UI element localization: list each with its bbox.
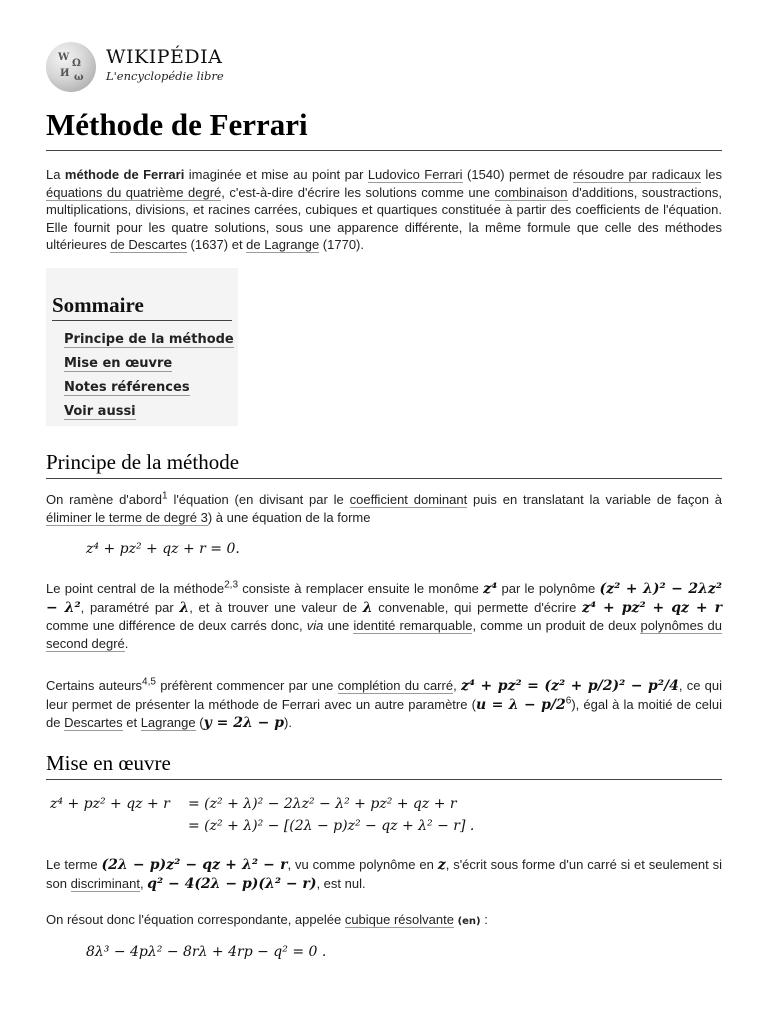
reference-1[interactable]: 1 — [162, 490, 168, 502]
principe-paragraph-1: On ramène d'abord$^1$ l'équation (en divisant par le coefficient dominant puis en translatant la variable de façon à éliminer le terme de degré 3) à une équation de la forme — [46, 490, 722, 525]
toc-item-voir-aussi[interactable]: Voir aussi — [64, 404, 136, 419]
equation-line-2-right: = (z² + λ)² − [(2λ − p)z² − qz + λ² − r] . — [188, 818, 475, 834]
section-heading-mise-en-oeuvre: Mise en œuvre — [46, 750, 722, 780]
link-completion-du-carre[interactable]: complétion du carré — [337, 678, 454, 693]
link-cubique-resolvante[interactable]: cubique résolvante — [344, 912, 454, 927]
link-de-lagrange[interactable]: de Lagrange — [246, 237, 320, 252]
interlanguage-link-en[interactable]: (en) — [457, 916, 481, 927]
toc-item-principe[interactable]: Principe de la méthode — [64, 332, 234, 347]
link-de-descartes[interactable]: de Descartes — [110, 237, 187, 252]
globe-glyph: ω — [74, 72, 84, 83]
link-identite-remarquable[interactable]: identité remarquable — [353, 618, 473, 633]
toc-item-mise-en-oeuvre[interactable]: Mise en œuvre — [64, 356, 173, 371]
reference-6[interactable]: 6 — [565, 695, 572, 707]
equation-quartic-form: z⁴ + pz² + qz + r = 0. — [86, 541, 240, 557]
link-eliminer-terme-degre-3[interactable]: éliminer le terme de degré 3 — [46, 509, 208, 525]
globe-glyph: И — [60, 68, 70, 79]
equation-line-1-right: = (z² + λ)² − 2λz² − λ² + pz² + qz + r — [188, 796, 457, 812]
globe-glyph: Ω — [72, 58, 81, 69]
mise-paragraph-1: Le terme (2λ − p)z² − qz + λ² − r, vu comme polynôme en z, s'écrit sous forme d'un carré si et seulement si son discriminant, q² − 4(2λ − p)(λ² − r), est nul. — [46, 857, 722, 892]
equation-line-1-left: z⁴ + pz² + qz + r — [50, 796, 170, 812]
page-title: Méthode de Ferrari — [46, 106, 722, 151]
intro-paragraph: La méthode de Ferrari imaginée et mise au point par Ludovico Ferrari (1540) permet de résoudre par radicaux les équations du quatrième degré, c'est-à-dire d'écrire les solutions comme une combinaison d'additions, soustractions, multiplications, divisions, et racines carrées, cubiques et quartiques constituée à partir des coefficients de l'équation. Elle fournit pour les quatre solutions, sous une apparence différente, la même formule que celle des méthodes ultérieures de Descartes (1637) et de Lagrange (1770). — [46, 167, 722, 252]
link-ludovico-ferrari[interactable]: Ludovico Ferrari — [367, 167, 463, 182]
link-combinaison[interactable]: combinaison — [494, 184, 568, 200]
wikipedia-globe-logo[interactable] — [46, 42, 96, 92]
link-lagrange[interactable]: Lagrange — [140, 715, 196, 730]
toc-item-notes-references[interactable]: Notes références — [64, 380, 190, 395]
reference-4-5[interactable]: 4,5 — [142, 676, 156, 688]
equation-cubique-resolvante: 8λ³ − 4pλ² − 8rλ + 4rp − q² = 0 . — [86, 944, 327, 960]
link-equations-quatrieme-degre[interactable]: équations du quatrième degré — [46, 184, 222, 200]
section-heading-principe: Principe de la méthode — [46, 449, 722, 479]
link-discriminant[interactable]: discriminant — [70, 875, 140, 891]
wikipedia-tagline: L'encyclopédie libre — [106, 69, 224, 83]
toc-title: Sommaire — [52, 292, 232, 321]
link-descartes[interactable]: Descartes — [64, 715, 123, 730]
principe-paragraph-3: Certains auteurs$^{4,5}$ préfèrent commencer par une complétion du carré, z⁴ + pz² = (z² + p/2)² − p²/4, ce qui leur permet de présenter la méthode de Ferrari avec un autre paramètre (u = λ − p/2$^6$), égal à la moitié de celui de Descartes et Lagrange (y = 2λ − p). — [46, 676, 723, 731]
principe-paragraph-2: Le point central de la méthode$^{2,3}$ consiste à remplacer ensuite le monôme z⁴ par le polynôme (z² + λ)² − 2λz² − λ², paramétré par λ, et à trouver une valeur de λ convenable, qui permette d'écrire z⁴ + pz² + qz + r comme une différence de deux carrés donc, via une identité remarquable, comme un produit de deux polynômes du second degré. — [46, 579, 722, 651]
link-coefficient-dominant[interactable]: coefficient dominant — [349, 492, 468, 507]
article-subject: méthode de Ferrari — [64, 167, 185, 182]
table-of-contents — [46, 268, 238, 426]
toc-list — [64, 328, 234, 424]
reference-2-3[interactable]: 2,3 — [224, 579, 239, 591]
link-resoudre-par-radicaux[interactable]: résoudre par radicaux — [572, 167, 701, 182]
wikipedia-wordmark[interactable]: WIKIPÉDIA — [106, 46, 223, 68]
mise-paragraph-2: On résout donc l'équation correspondante, appelée cubique résolvante (en) : — [46, 912, 488, 927]
globe-glyph: W — [58, 52, 70, 63]
link-polynomes-second-degre[interactable]: polynômes du second degré — [46, 618, 722, 651]
